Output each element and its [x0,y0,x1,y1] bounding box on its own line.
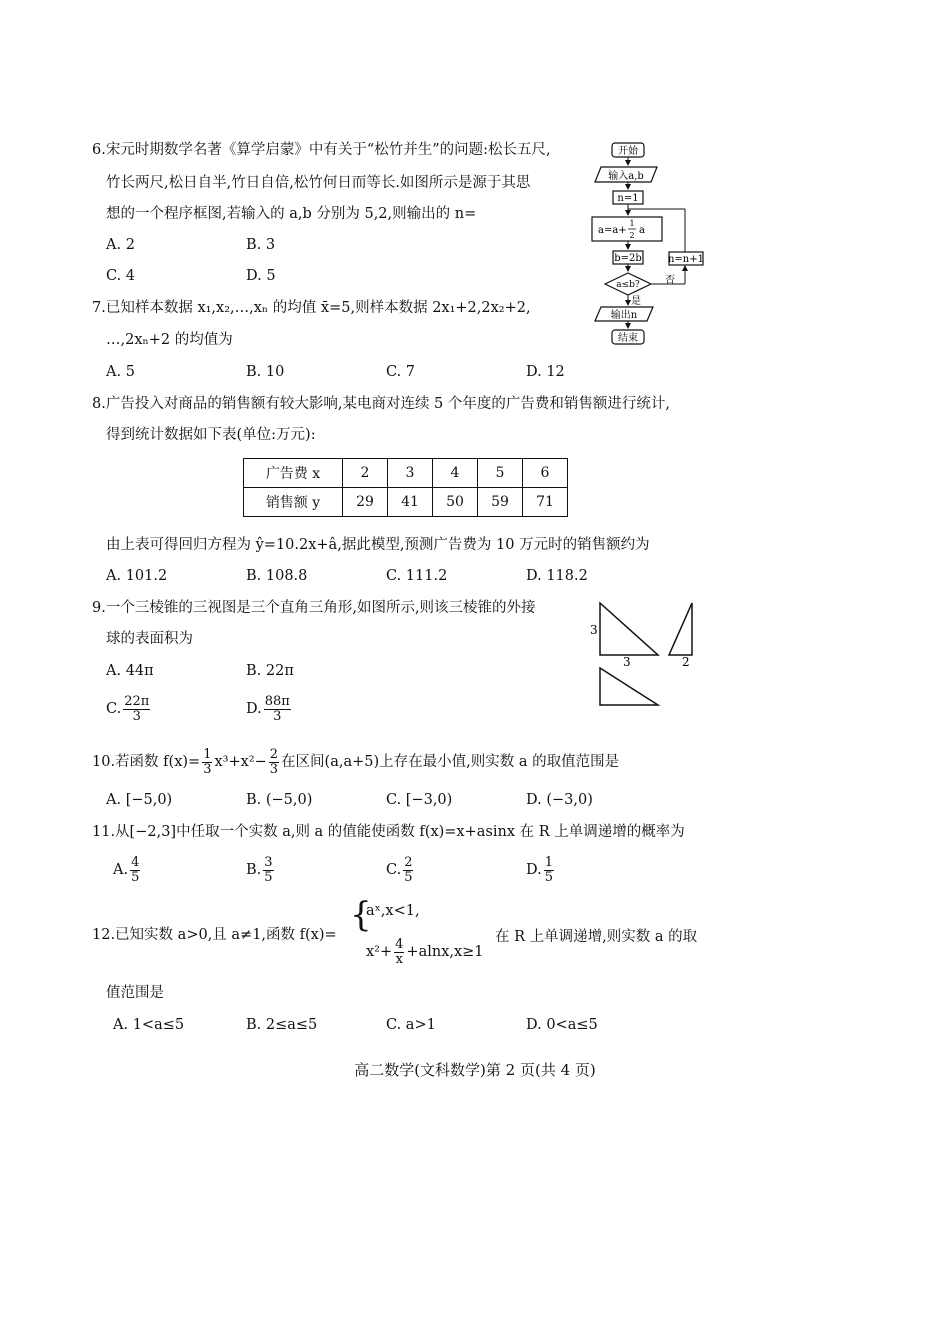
fraction-numerator: 22π [124,694,150,709]
fraction-numerator: 4 [131,855,140,870]
flow-no-label: 否 [665,275,675,286]
dimension-label: 2 [682,655,690,669]
q11-option-b-letter: B. [246,862,262,879]
table-cell: 2 [343,459,388,488]
fraction-denominator: 3 [273,708,282,724]
fraction-denominator: 3 [132,708,141,724]
q11-option-c-fraction [403,856,413,884]
flow-start-text: 开始 [618,146,638,157]
q12-prefix: 12.已知实数 a>0,且 a≠1,函数 f(x)= [92,927,337,943]
table-cell: 50 [433,488,478,517]
flow-yes-label: 是 [631,296,641,307]
q12-case2 [366,938,484,966]
q7-option-b: B. 10 [246,364,285,380]
q6-option-b: B. 3 [246,237,276,253]
q11-option-a [113,856,142,884]
table-row-label: 销售额 y [244,488,343,517]
q9-option-c-letter: C. [106,701,122,718]
q11-option-a-fraction [130,856,140,884]
stats-table [243,458,568,517]
q10-option-d: D. (−3,0) [526,792,593,808]
q9-option-c [106,695,152,723]
three-views-figure [585,598,715,710]
table-cell: 29 [343,488,388,517]
fraction-denominator: 3 [203,761,212,777]
q11-option-d [526,856,556,884]
q6-line1: 6.宋元时期数学名著《算学启蒙》中有关于“松竹并生”的问题:松长五尺, [92,142,551,158]
q10-fraction-1 [202,748,212,776]
q8-option-c: C. 111.2 [386,568,448,584]
q6-option-d: D. 5 [246,268,276,284]
q10-suffix: 在区间(a,a+5)上存在最小值,则实数 a 的取值范围是 [281,754,620,771]
q11-line1: 11.从[−2,3]中任取一个实数 a,则 a 的值能使函数 f(x)=x+asinx 在 R 上单调递增的概率为 [92,824,685,840]
q12-case2-a: x²+ [366,944,393,961]
q6-option-a: A. 2 [106,237,135,253]
q10-mid: x³+x²− [214,754,267,771]
q10-stem [92,748,619,776]
q9-option-d [246,695,293,723]
flow-end-text: 结束 [618,333,638,344]
flow-update-a-prefix: a=a+ [598,225,627,236]
q6-option-c: C. 4 [106,268,136,284]
q8-line2: 得到统计数据如下表(单位:万元): [106,427,316,443]
table-cell: 4 [433,459,478,488]
flow-init-text: n=1 [617,193,639,204]
table-row-label: 广告费 x [244,459,343,488]
q11-option-c-letter: C. [386,862,402,879]
q9-option-b: B. 22π [246,663,294,679]
top-view-triangle [600,668,658,705]
q9-option-c-fraction [123,695,150,723]
fraction-denominator: x [395,951,403,967]
flowchart [585,135,715,350]
q9-option-a: A. 44π [106,663,154,679]
page-footer: 高二数学(文科数学)第 2 页(共 4 页) [354,1061,596,1079]
q10-prefix: 10.若函数 f(x)= [92,754,201,771]
fraction-numerator: 1 [544,855,553,870]
front-view-triangle [600,603,658,655]
q12-line2: 值范围是 [106,985,164,1001]
flow-condition-text: a≤b? [616,280,640,290]
fraction-numerator: 4 [395,937,404,952]
fraction-denominator: 5 [404,869,413,885]
flow-update-n-text: n=n+1 [667,254,705,265]
flow-update-a-num: 1 [629,219,635,228]
fraction-denominator: 5 [544,869,553,885]
q12-case2-fraction [394,938,404,966]
q12-brace: { [350,895,372,935]
q12-option-a: A. 1<a≤5 [113,1017,185,1033]
table-row [244,488,568,517]
table-cell: 5 [478,459,523,488]
flow-update-a-suffix: a [639,225,645,236]
fraction-numerator: 1 [203,747,212,762]
flow-update-b-text: b=2b [614,253,642,264]
q10-option-a: A. [−5,0) [106,792,173,808]
table-cell: 59 [478,488,523,517]
q10-option-b: B. (−5,0) [246,792,313,808]
q6-line2: 竹长两尺,松日自半,竹日自倍,松竹何日而等长.如图所示是源于其思 [106,175,531,191]
q10-fraction-2 [269,748,279,776]
side-view-triangle [669,603,692,655]
fraction-numerator: 3 [264,855,273,870]
q9-line1: 9.一个三棱锥的三视图是三个直角三角形,如图所示,则该三棱锥的外接 [92,600,536,616]
q8-line3: 由上表可得回归方程为 ŷ=10.2x+â,据此模型,预测广告费为 10 万元时的销售额约为 [106,537,650,553]
q8-option-a: A. 101.2 [106,568,168,584]
table-row [244,459,568,488]
q7-option-c: C. 7 [386,364,416,380]
q11-option-d-fraction [544,856,554,884]
q12-case2-b: +alnx,x≥1 [406,944,484,961]
table-cell: 3 [388,459,433,488]
q12-suffix: 在 R 上单调递增,则实数 a 的取 [495,929,698,945]
q6-line3: 想的一个程序框图,若输入的 a,b 分别为 5,2,则输出的 n= [106,206,477,222]
fraction-numerator: 2 [269,747,279,762]
q11-option-d-letter: D. [526,862,542,879]
table-cell: 41 [388,488,433,517]
q7-option-a: A. 5 [106,364,135,380]
q11-option-b [246,856,276,884]
flow-output-text: 输出n [610,310,638,321]
q8-option-d: D. 118.2 [526,568,588,584]
q9-line2: 球的表面积为 [106,631,193,647]
q7-line2: …,2xₙ+2 的均值为 [106,332,233,348]
q12-option-c: C. a>1 [386,1017,436,1033]
q10-option-c: C. [−3,0) [386,792,453,808]
fraction-numerator: 2 [404,855,413,870]
flow-input-text: 输入a,b [608,171,644,182]
q11-option-b-fraction [263,856,273,884]
dimension-label: 3 [590,623,598,637]
fraction-numerator: 88π [264,694,290,709]
table-cell: 6 [523,459,568,488]
q8-line1: 8.广告投入对商品的销售额有较大影响,某电商对连续 5 个年度的广告费和销售额进行统计, [92,396,670,412]
q11-option-a-letter: A. [113,862,129,879]
fraction-denominator: 5 [131,869,140,885]
table-cell: 71 [523,488,568,517]
q7-option-d: D. 12 [526,364,565,380]
fraction-denominator: 3 [269,761,279,777]
q12-case1: aˣ,x<1, [366,903,420,919]
q9-option-d-fraction [264,695,291,723]
q9-option-d-letter: D. [246,701,262,718]
q12-option-d: D. 0<a≤5 [526,1017,598,1033]
q8-option-b: B. 108.8 [246,568,308,584]
q11-option-c [386,856,415,884]
flow-update-a-den: 2 [629,231,635,240]
fraction-denominator: 5 [264,869,273,885]
q12-option-b: B. 2≤a≤5 [246,1017,318,1033]
dimension-label: 3 [623,655,631,669]
q7-line1: 7.已知样本数据 x₁,x₂,…,xₙ 的均值 x̄=5,则样本数据 2x₁+2,2x₂+2, [92,300,531,316]
